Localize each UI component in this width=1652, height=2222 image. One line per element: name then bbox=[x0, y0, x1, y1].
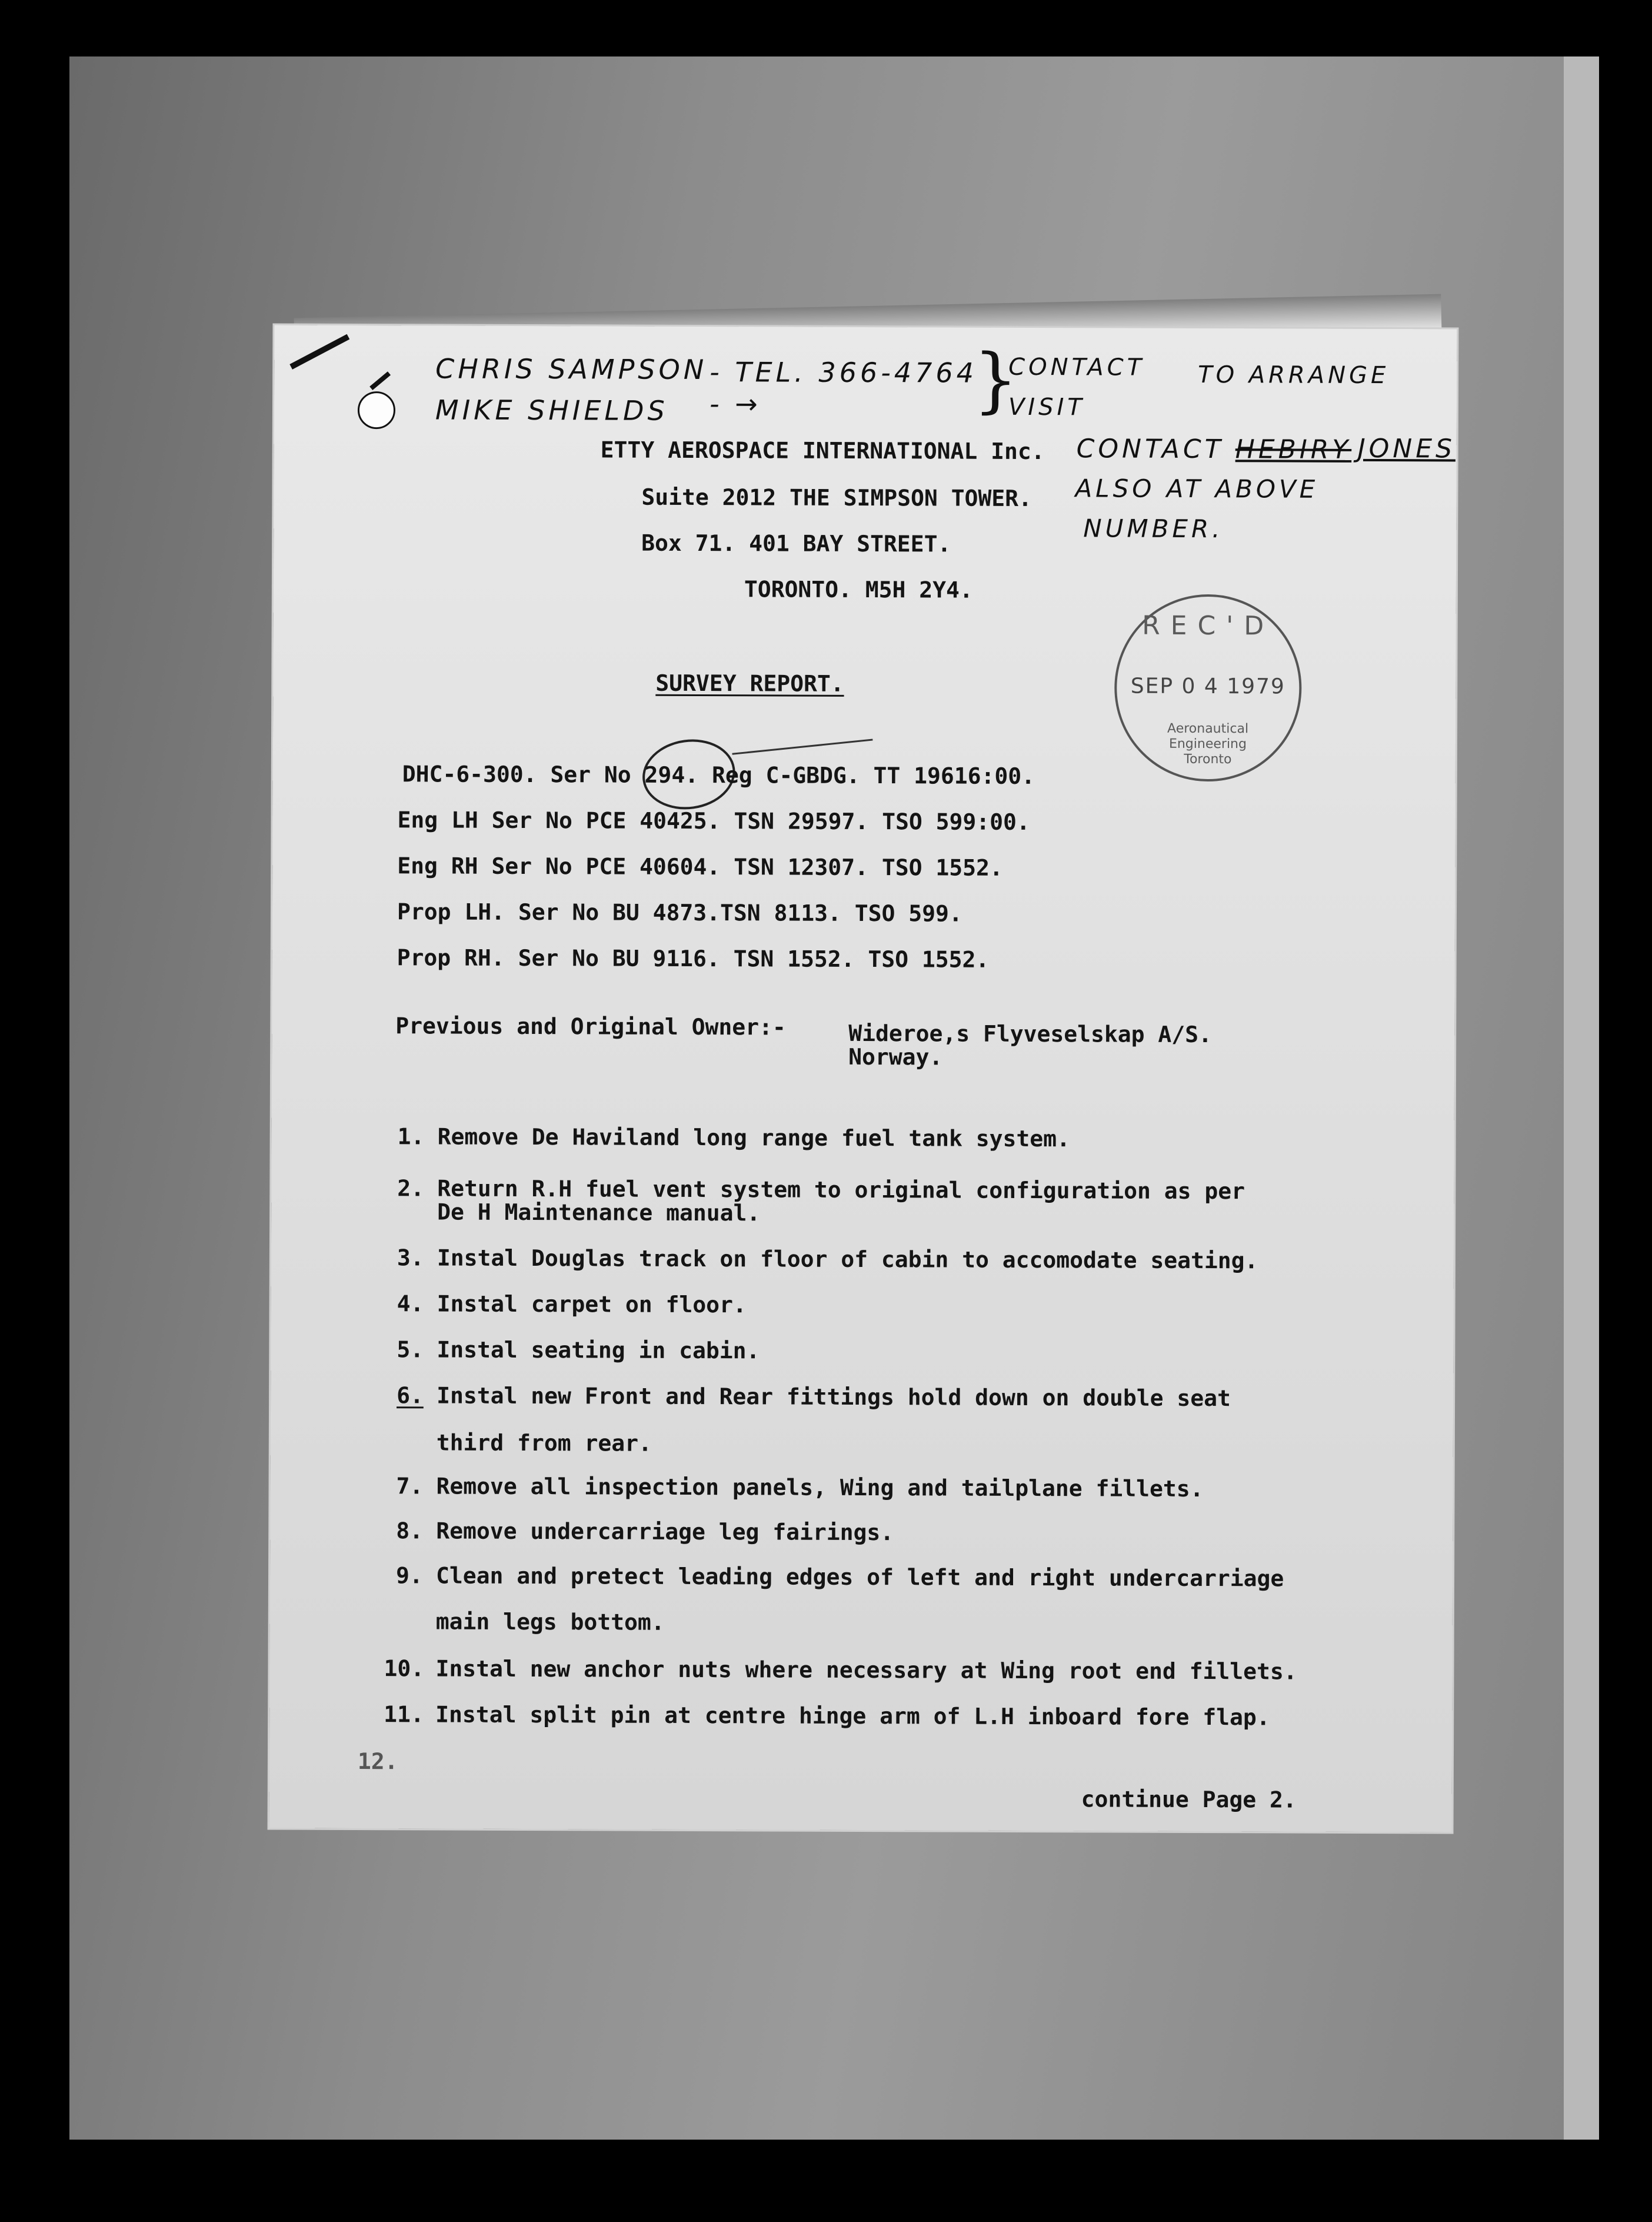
item-number: 11. bbox=[384, 1701, 424, 1728]
handwritten-name-1: CHRIS SAMPSON bbox=[435, 352, 708, 386]
handwritten-note-contact: CONTACT bbox=[1008, 353, 1145, 381]
handwritten-also-line: ALSO AT ABOVE bbox=[1075, 474, 1319, 504]
stamp-received: REC'D bbox=[1142, 610, 1275, 641]
stamp-date: SEP 0 4 1979 bbox=[1130, 674, 1285, 699]
punch-hole bbox=[358, 391, 395, 429]
pen-scratch-mark bbox=[289, 334, 349, 370]
handwritten-telephone: - TEL. 366-4764 bbox=[710, 356, 978, 389]
item-text: De H Maintenance manual. bbox=[437, 1199, 761, 1226]
spec-prop-rh: Prop RH. Ser No BU 9116. TSN 1552. TSO 1552. bbox=[397, 944, 990, 973]
letterhead-city: TORONTO. M5H 2Y4. bbox=[744, 576, 973, 603]
letterhead-company: ETTY AEROSPACE INTERNATIONAL Inc. bbox=[600, 437, 1045, 465]
item-text: Instal split pin at centre hinge arm of L.H inboard fore flap. bbox=[435, 1701, 1270, 1731]
handwritten-struck-name: HEBIRY bbox=[1235, 434, 1352, 465]
owner-label: Previous and Original Owner:- bbox=[395, 1013, 786, 1040]
handwritten-arrow: - → bbox=[709, 388, 761, 420]
item-number: 7. bbox=[396, 1473, 424, 1499]
handwritten-note-visit: VISIT bbox=[1008, 393, 1085, 421]
handwritten-contact: CONTACT bbox=[1076, 434, 1224, 465]
item-text: Remove De Haviland long range fuel tank system. bbox=[437, 1123, 1070, 1152]
item-text: main legs bottom. bbox=[435, 1608, 665, 1635]
continue-note: continue Page 2. bbox=[1081, 1786, 1297, 1813]
spec-engine-lh: Eng LH Ser No PCE 40425. TSN 29597. TSO 599:00. bbox=[397, 807, 1030, 835]
handwritten-number-line: NUMBER. bbox=[1083, 514, 1224, 544]
letterhead-box: Box 71. 401 BAY STREET. bbox=[641, 530, 951, 557]
stamp-office-line: Engineering bbox=[1168, 736, 1247, 752]
pen-scratch-mark bbox=[369, 371, 391, 390]
item-number: 10. bbox=[384, 1655, 425, 1682]
item-number: 3. bbox=[397, 1245, 424, 1271]
item-number-partial: 12. bbox=[357, 1748, 398, 1775]
item-number: 2. bbox=[397, 1175, 425, 1202]
spec-prop-lh: Prop LH. Ser No BU 4873.TSN 8113. TSO 599. bbox=[397, 899, 962, 927]
document-sheet bbox=[269, 325, 1457, 1832]
item-text: Instal carpet on floor. bbox=[437, 1290, 747, 1318]
item-text: Remove undercarriage leg fairings. bbox=[436, 1518, 894, 1546]
item-text: Remove all inspection panels, Wing and tailplane fillets. bbox=[436, 1473, 1204, 1502]
item-text: Instal new anchor nuts where necessary at Wing root end fillets. bbox=[435, 1655, 1297, 1685]
item-text: Instal Douglas track on floor of cabin to accomodate seating. bbox=[437, 1245, 1258, 1274]
spec-engine-rh: Eng RH Ser No PCE 40604. TSN 12307. TSO 1552. bbox=[397, 853, 1003, 881]
item-text: third from rear. bbox=[436, 1429, 652, 1456]
item-number: 5. bbox=[397, 1336, 424, 1363]
handwritten-brace: } bbox=[972, 339, 1018, 421]
item-text: Return R.H fuel vent system to original configuration as per bbox=[437, 1175, 1245, 1205]
report-title: SURVEY REPORT. bbox=[655, 670, 844, 697]
handwritten-name-2: MIKE SHIELDS bbox=[435, 394, 668, 427]
item-number: 6. bbox=[397, 1382, 424, 1409]
stamp-office-line: Toronto bbox=[1184, 751, 1232, 767]
handwritten-contact-name: JONES bbox=[1357, 433, 1456, 464]
spec-aircraft: DHC-6-300. Ser No 294. Reg C-GBDG. TT 19616:00. bbox=[402, 761, 1035, 790]
item-text: Clean and pretect leading edges of left and right undercarriage bbox=[435, 1562, 1284, 1592]
stamp-office-line: Aeronautical bbox=[1167, 721, 1249, 737]
handwritten-pen-line bbox=[732, 739, 872, 755]
item-number: 4. bbox=[397, 1290, 424, 1317]
item-number: 1. bbox=[397, 1123, 425, 1150]
received-stamp bbox=[1114, 594, 1302, 781]
item-number: 8. bbox=[396, 1518, 424, 1544]
item-text: Instal seating in cabin. bbox=[437, 1336, 760, 1364]
owner-country: Norway. bbox=[848, 1043, 943, 1070]
letterhead-suite: Suite 2012 THE SIMPSON TOWER. bbox=[641, 484, 1032, 511]
owner-name: Wideroe,s Flyveselskap A/S. bbox=[848, 1020, 1213, 1048]
item-text: Instal new Front and Rear fittings hold down on double seat bbox=[437, 1382, 1231, 1412]
stamp-office bbox=[1117, 721, 1299, 768]
handwritten-note-arrange: TO ARRANGE bbox=[1198, 361, 1390, 390]
item-number: 9. bbox=[395, 1562, 423, 1589]
